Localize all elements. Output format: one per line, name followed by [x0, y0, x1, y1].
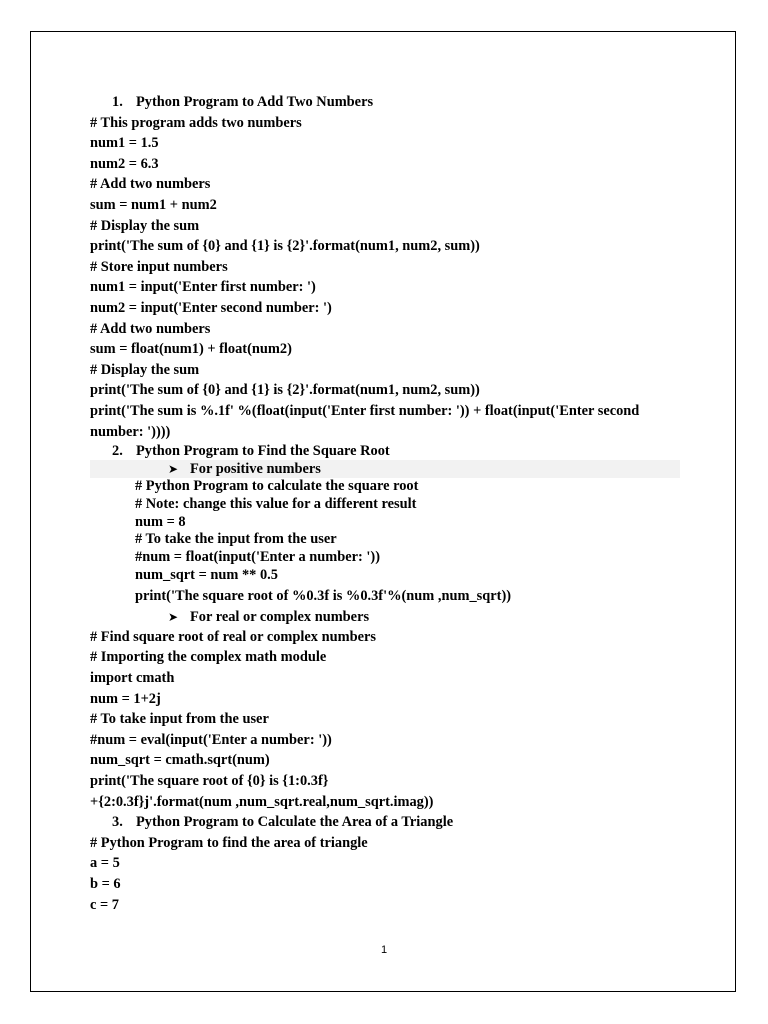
- arrow-bullet-icon: ➤: [168, 462, 179, 477]
- code-line: +{2:0.3f}j'.format(num ,num_sqrt.real,num_sqrt.imag)): [90, 793, 434, 810]
- page-number: 1: [380, 944, 388, 956]
- code-line: # Store input numbers: [90, 258, 228, 275]
- code-line: # This program adds two numbers: [90, 114, 302, 131]
- bullet-item: [90, 460, 680, 478]
- code-line-wrapped: print('The sum is %.1f' %(float(input('Enter first number: ')) + float(input('Enter second number: ')))): [90, 402, 640, 440]
- bullet-label: For real or complex numbers: [190, 608, 370, 625]
- code-line: # Note: change this value for a different result: [135, 495, 417, 512]
- code-line: a = 5: [90, 855, 120, 872]
- arrow-bullet-icon: ➤: [168, 609, 179, 624]
- section-2-title: Python Program to Find the Square Root: [136, 443, 390, 460]
- section-2-heading: [90, 442, 680, 460]
- code-line: # Display the sum: [90, 361, 200, 378]
- document-body: [90, 92, 680, 915]
- code-line: #num = eval(input('Enter a number: ')): [90, 731, 332, 748]
- code-line: num1 = input('Enter first number: '): [90, 279, 316, 296]
- code-line: c = 7: [90, 896, 119, 913]
- code-line: # Add two numbers: [90, 176, 211, 193]
- bullet-label: For positive numbers: [190, 461, 321, 478]
- code-line: # Python Program to calculate the square root: [135, 478, 419, 495]
- section-3-title: Python Program to Calculate the Area of a Triangle: [136, 814, 454, 831]
- code-line: # Display the sum: [90, 217, 200, 234]
- section-1-number: 1.: [112, 94, 123, 110]
- section-3-number: 3.: [112, 814, 123, 831]
- bullet-item: [90, 607, 680, 627]
- code-line: sum = float(num1) + float(num2): [90, 341, 292, 358]
- code-line: num_sqrt = num ** 0.5: [135, 567, 278, 584]
- section-3-heading: [90, 812, 680, 833]
- code-line: b = 6: [90, 876, 121, 892]
- code-line: # To take the input from the user: [135, 531, 337, 548]
- code-line: # Python Program to find the area of triangle: [90, 834, 368, 851]
- code-line: print('The sum of {0} and {1} is {2}'.format(num1, num2, sum)): [90, 238, 480, 255]
- code-line: num_sqrt = cmath.sqrt(num): [90, 752, 270, 769]
- code-line: num1 = 1.5: [90, 135, 159, 152]
- section-1-title: Python Program to Add Two Numbers: [136, 94, 374, 110]
- code-line: import cmath: [90, 670, 175, 687]
- code-line: # Add two numbers: [90, 320, 211, 337]
- code-line: print('The sum of {0} and {1} is {2}'.format(num1, num2, sum)): [90, 382, 480, 399]
- code-line: num = 1+2j: [90, 690, 161, 707]
- code-line: # To take input from the user: [90, 711, 269, 728]
- code-line: print('The square root of {0} is {1:0.3f}: [90, 773, 329, 790]
- code-line: #num = float(input('Enter a number: ')): [135, 549, 380, 566]
- code-line: # Find square root of real or complex numbers: [90, 628, 376, 645]
- code-line: num = 8: [135, 513, 186, 530]
- section-1-heading: [90, 92, 680, 113]
- section-2-number: 2.: [112, 443, 123, 460]
- code-line: print('The square root of %0.3f is %0.3f'%(num ,num_sqrt)): [135, 587, 512, 604]
- code-line: # Importing the complex math module: [90, 649, 327, 666]
- code-line: sum = num1 + num2: [90, 196, 217, 213]
- code-line: num2 = input('Enter second number: '): [90, 299, 332, 316]
- code-line: num2 = 6.3: [90, 155, 159, 172]
